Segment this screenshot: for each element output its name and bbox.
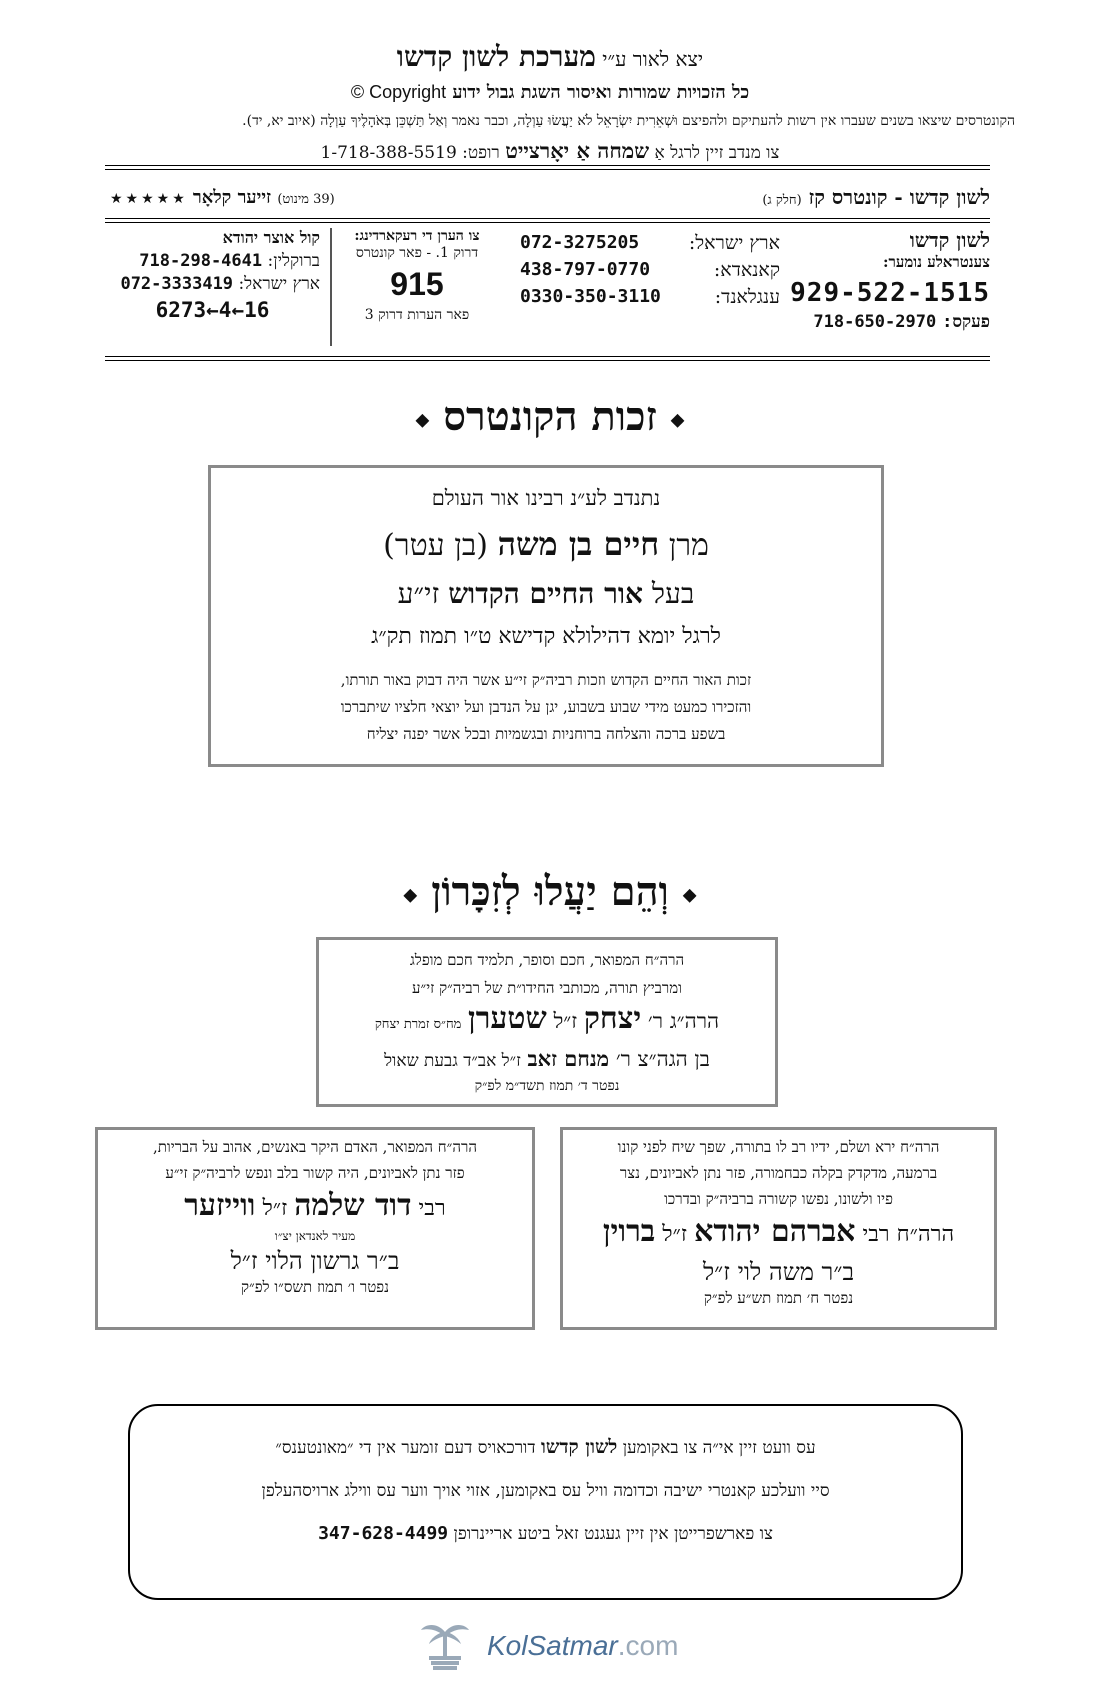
praise-line: פיו ולשונו, נפשו קשורה ברביה״ק ובדרכו (664, 1190, 893, 1208)
father-name: מנחם זאב (527, 1046, 610, 1071)
notice-text: צו פארשפרייטן אין זיין געגנט זאל ביטע אריינרופן (453, 1524, 773, 1544)
sponsor-prefix: צו מנדב זיין לרגל אַ (654, 143, 780, 163)
divider (105, 165, 990, 170)
kol-otzar-name: קול אוצר יהודא (222, 228, 320, 247)
sefer-name: אור החיים הקדוש (448, 577, 643, 610)
name-suffix: (בן עטר) (383, 528, 489, 563)
yahrzeit-line: לרגל יומא דהילולא קדישא ט״ו תמוז תק״ג (371, 624, 721, 649)
clarity-label: זייער קלאָר (192, 187, 272, 208)
kuntres-part: (חלק ג) (762, 193, 802, 208)
fax-label: פעקס: (942, 312, 990, 332)
niftar-name (563, 1212, 994, 1255)
country-label: ענגלאנד: (714, 286, 780, 308)
region-phone[interactable]: 072-3333419 (120, 274, 234, 294)
recording-instruction: דרוק 1. - פאר קונטרס (355, 245, 479, 261)
country-label: ארץ ישראל: (688, 232, 780, 254)
father-suffix: ז״ל אב״ד גבעת שאול (384, 1051, 521, 1071)
memorial-box-braun (560, 1127, 997, 1330)
series-bar (110, 185, 990, 210)
blessing-line: והזכירו כמעט מידי שבוע בשבוע, יגן על הנדבן ועל יוצאי חלציו שיתברכו (340, 698, 752, 716)
title-prefix: הרה״ג ר׳ (647, 1009, 720, 1033)
rights-text: כל הזכויות שמורות ואיסור השגת גבול ידוע (452, 82, 750, 103)
notice-line-1 (130, 1436, 961, 1459)
intl-row (520, 259, 780, 282)
central-contact (790, 228, 990, 332)
kuntres-title-text: לשון קדשו - קונטרס קז (808, 185, 990, 209)
logo-text (487, 1630, 678, 1662)
death-date: נפטר ד׳ תמוז תשד״מ לפ״ק (474, 1078, 620, 1094)
logo-name: KolSatmar (487, 1630, 618, 1661)
last-name: ווייזער (184, 1188, 256, 1223)
praise-line: פזר נתן לאביונים, היה קשור בלב ונפש לרביה״ק זי״ע (165, 1164, 465, 1182)
blessing-line: זכות האור החיים הקדוש וזכות רביה״ק זי״ע אשר היה דבוק באור תורתו, (340, 671, 752, 689)
diamond-icon: ◆ (403, 884, 418, 906)
niftar-name (98, 1186, 532, 1229)
praise-line: הרה״ח המפואר, האדם היקר באנשים, אהוב על הבריות, (153, 1138, 477, 1156)
sefer-line (211, 577, 881, 611)
diamond-icon: ◆ (670, 409, 685, 431)
intl-row (520, 232, 780, 255)
menu-code: 6273←4←16 (155, 298, 270, 322)
first-name: אברהם יהודא (694, 1214, 856, 1249)
praise-line: ברמעה, מדקדק בקלה כבחמורה, פזר נתן לאביונים, נצר (619, 1164, 938, 1182)
zl-abbrev: ז״ל (553, 1009, 578, 1033)
divider (105, 356, 990, 361)
niftar-name (319, 1002, 775, 1042)
title-prefix: הרה״ח רבי (862, 1222, 955, 1247)
sponsor-phone: רופט: 1-718-388-5519 (320, 143, 500, 163)
title-prefix: רבי (418, 1196, 446, 1221)
notice-line-3 (130, 1523, 961, 1544)
copyright-text: Copyright © (350, 82, 447, 102)
copyright-line (85, 82, 1015, 103)
notice-text: עס וועט זיין אי״ה צו באקומען (622, 1438, 816, 1458)
publisher-line (85, 40, 1015, 74)
region-label: ברוקלין: (267, 251, 320, 271)
notice-line-2: סיי וועלכע קאנטרי ישיבה וכדומה וויל עס באקומען, אזוי אויך ווער עס ווילג ארויסהעלפן (261, 1481, 830, 1501)
palm-tree-icon (415, 1618, 475, 1674)
sefer-prefix: בעל (651, 577, 695, 610)
death-date: נפטר ח׳ תמוז תש״ע לפ״ק (703, 1289, 854, 1307)
blessing-line: בשפע ברכה והצלחה ברוחניות ובגשמיות ובכל אשר יפנה יצליח (366, 725, 726, 743)
name-prefix: מרן (668, 528, 709, 563)
notice-org: לשון קדשו (541, 1436, 618, 1458)
international-numbers (520, 228, 780, 313)
fax-line (790, 312, 990, 332)
length-rating (110, 187, 335, 208)
notes-instruction: פאר הערות דרוק 3 (364, 307, 470, 323)
region-label: ארץ ישראל: (238, 274, 320, 294)
recording-number: 915 (390, 266, 444, 302)
publisher-name: מערכת לשון קדשו (396, 40, 596, 73)
tzaddik-name: חיים בן משה (497, 525, 660, 563)
kol-otzar-contact (105, 228, 320, 322)
recording-info (337, 228, 497, 324)
blessing-text (211, 667, 881, 748)
last-name: שטערן (468, 1001, 547, 1036)
memorial-title (0, 868, 1100, 915)
central-number-label: צענטראלע נומער: (882, 253, 990, 271)
kol-row (105, 251, 320, 271)
father-line: ב״ר משה לוי ז״ל (702, 1258, 855, 1286)
warning-line: הקונטרסים שיצאו בשנים שעברו אין רשות להעתיקם ולהפיצם וּשְׁאֵרִית יִשְׂרָאֵל לֹא יַעֲשׂוּ עַוְלָה, וכבר נאמר וְאַל תַּשְׁכֵּן בְּאֹהָלֶיךָ עַוְלָה (איוב יא, יד). (242, 113, 1015, 129)
memorial-box-weiser (95, 1127, 535, 1330)
contact-org-name: לשון קדשו (909, 228, 990, 252)
zl-abbrev: ז״ל (262, 1196, 288, 1221)
dedication-line: נתנדב לע״נ רבינו אור העולם (431, 486, 661, 510)
country-phone[interactable]: 438-797-0770 (520, 259, 651, 280)
praise-line: ומרביץ תורה, מכותבי החידו״ת של רביה״ק זי״ע (412, 979, 682, 997)
publisher-prefix: יצא לאור ע״י (602, 47, 704, 71)
last-name: ברוין (602, 1214, 656, 1249)
summer-distribution-notice (128, 1404, 963, 1600)
notice-phone[interactable]: 347-628-4499 (318, 1523, 449, 1544)
first-name: דוד שלמה (294, 1188, 412, 1223)
death-date: נפטר ו׳ תמוז תשס״ו לפ״ק (240, 1278, 390, 1296)
memorial-box-stern (316, 937, 778, 1107)
sponsor-occasion: שמחה אַ יאָרצייט (505, 138, 650, 163)
divider (105, 218, 990, 223)
star-rating-icon: ★★★★★ (110, 191, 188, 207)
kuntres-title (762, 185, 990, 210)
zechus-title (0, 393, 1100, 440)
country-label: קאנאדא: (713, 259, 780, 281)
zechus-title-text: זכות הקונטרס (443, 393, 657, 440)
country-phone[interactable]: 0330-350-3110 (520, 286, 661, 307)
fax-number[interactable]: 718-650-2970 (813, 312, 937, 332)
city-note: מעיר לאנדאן יצ״ו (274, 1229, 356, 1243)
father-line (319, 1042, 775, 1078)
masthead (85, 40, 1015, 180)
contact-panel (105, 228, 990, 348)
father-prefix: בן הגה״צ ר׳ (615, 1047, 710, 1071)
notice-text: דורכאויס דעם זומער אין די ״מאונטענס״ (275, 1438, 536, 1458)
region-phone[interactable]: 718-298-4641 (139, 251, 263, 271)
sefer-note: מח״ס זמרת יצחק (374, 1017, 462, 1032)
kolsatmar-logo[interactable] (415, 1618, 705, 1674)
logo-domain: .com (617, 1630, 679, 1661)
recording-label: צו הערן די רעקארדינג: (354, 228, 480, 244)
intl-row (520, 286, 780, 309)
father-line: ב״ר גרשון הלוי ז״ל (230, 1247, 400, 1275)
vertical-divider (330, 228, 332, 346)
central-phone[interactable]: 929-522-1515 (790, 278, 990, 308)
tzaddik-name-line (211, 525, 881, 563)
sponsor-line (85, 138, 1015, 164)
praise-line: הרה״ח המפואר, חכם וסופר, תלמיד חכם מופלג (409, 951, 685, 969)
zechus-box (208, 465, 884, 767)
kol-row (105, 274, 320, 294)
memorial-title-text: וְהֵם יַעֲלוּ לְזִכָּרוֹן (431, 868, 669, 915)
country-phone[interactable]: 072-3275205 (520, 232, 640, 253)
diamond-icon: ◆ (415, 409, 430, 431)
sefer-suffix: זי״ע (397, 577, 440, 610)
duration: (39 מינוט) (277, 192, 335, 207)
zl-abbrev: ז״ל (662, 1222, 688, 1247)
first-name: יצחק (583, 1001, 642, 1036)
diamond-icon: ◆ (682, 884, 697, 906)
praise-line: הרה״ח ירא ושלם, ידיו רב לו בתורה, שפך שיח לפני קונו (617, 1138, 940, 1156)
